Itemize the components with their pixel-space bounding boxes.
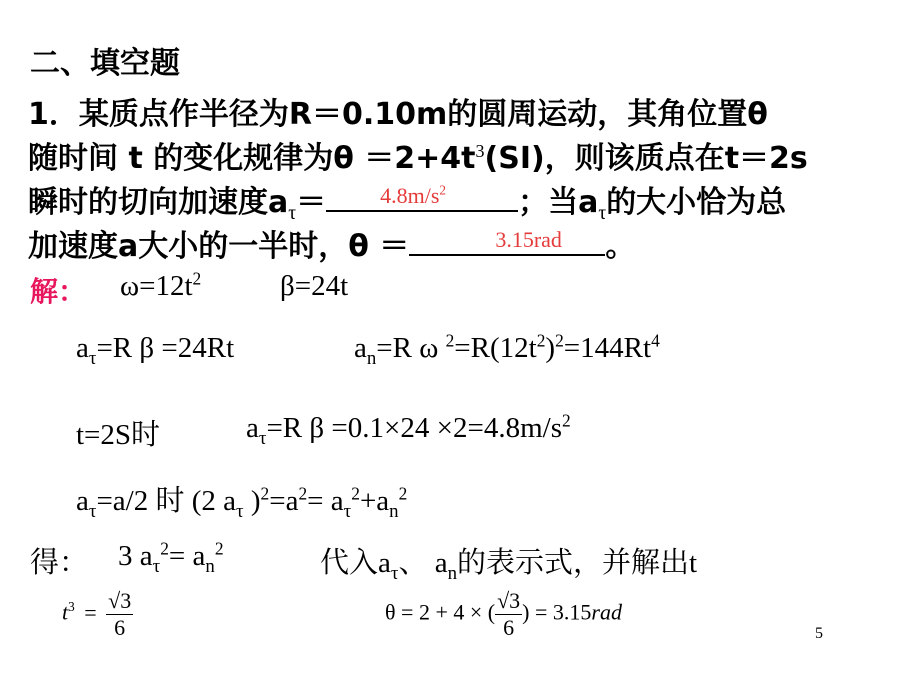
answer-2: 3.15rad xyxy=(495,227,562,252)
page-number: 5 xyxy=(815,625,823,642)
section-title: 二、填空题 xyxy=(30,46,180,81)
answer-1: $4.8m/s^2$ xyxy=(380,182,446,208)
question-line-4: 加速度a大小的一半时，θ ＝ 3.15rad 。 xyxy=(28,225,635,269)
formula-t-fraction: $\frac{√3}{6}$ xyxy=(108,588,132,640)
solution-row-5-eq: 3 $a_\tau^2= a_n^2$ xyxy=(118,538,224,577)
question-line-3: 瞬时的切向加速度$a_\tau=$ $4.8m/s^2$ ；当$a_\tau$的大小恰为总 xyxy=(28,181,786,225)
solution-row-2-tangential: $a_\tau=R$ β =24Rt xyxy=(76,332,235,369)
solution-row-2-normal: $a_n=R$ ω $^2=R(12t^2)^2=144Rt^4$ xyxy=(354,330,660,369)
solution-row-5-label: 得： xyxy=(30,547,89,579)
answer-blank-1 xyxy=(326,182,518,212)
solution-row-4: $a_\tau=a/2$ 时 (2 $a_\tau$ )$^2=a^2= a_\tau^2+a_n^2$ xyxy=(76,483,408,522)
formula-theta: θ = 2 + 4 × ( $\frac{√3}{6}$ ) = 3.15rad xyxy=(385,588,622,640)
question-line-1: 1．某质点作半径为R＝0.10m的圆周运动，其角位置θ xyxy=(28,97,768,132)
solution-label: 解： xyxy=(30,275,87,308)
answer-blank-2 xyxy=(409,226,605,256)
solution-beta: β=24t xyxy=(280,270,349,302)
solution-row-3-eq: $a_\tau=R$ $\beta =0.1\times 24 \times 2=4.8m/s^2$ xyxy=(246,410,571,449)
solution-omega: $\omega=12t^2$ xyxy=(120,268,202,302)
question-line-2: 随时间 t 的变化规律为$\theta =2+4t^3(SI)$，则该质点在t＝2s xyxy=(28,141,808,176)
formula-t-cubed: $t^3$ = $\frac{√3}{6}$ xyxy=(62,588,132,640)
solution-row-3-lead: t=2S时 xyxy=(76,419,161,451)
solution-row-5-text: 代入$a_\tau$、 $a_n$的表示式，并解出t xyxy=(320,547,698,584)
formula-theta-fraction: $\frac{√3}{6}$ xyxy=(497,588,521,640)
